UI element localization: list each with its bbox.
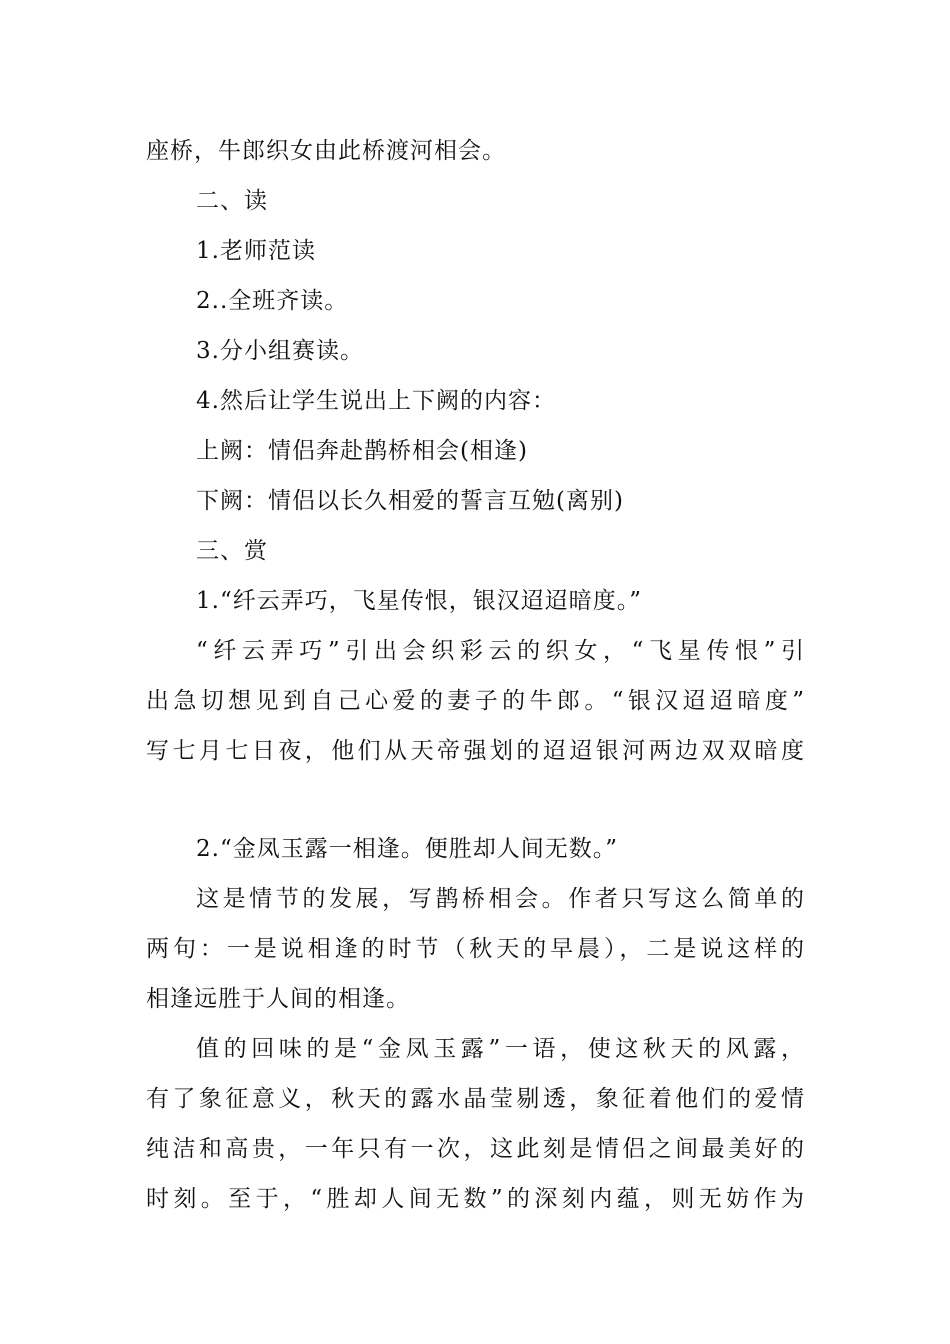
text-line-11: “纤云弄巧”引出会织彩云的织女，“飞星传恨”引 [196, 638, 806, 664]
section-heading-appreciate: 三、赏 [196, 538, 268, 564]
text-line-20: 纯洁和高贵，一年只有一次，这此刻是情侣之间最美好的 [146, 1136, 806, 1162]
text-line-13: 写七月七日夜，他们从天帝强划的迢迢银河两边双双暗度 [146, 738, 806, 764]
text-line-21: 时刻。至于，“胜却人间无数”的深刻内蕴，则无妨作为 [146, 1186, 806, 1212]
text-line-6: 4.然后让学生说出上下阙的内容： [196, 388, 556, 414]
text-line-1: 座桥，牛郎织女由此桥渡河相会。 [146, 138, 506, 164]
text-line-19: 有了象征意义，秋天的露水晶莹剔透，象征着他们的爱情 [146, 1086, 806, 1112]
text-line-18: 值的回味的是“金凤玉露”一语，使这秋天的风露， [196, 1036, 806, 1062]
text-line-7: 上阙：情侣奔赴鹊桥相会(相逢) [196, 438, 528, 464]
text-line-4: 2..全班齐读。 [196, 288, 349, 314]
section-heading-read: 二、读 [196, 188, 268, 214]
text-line-8: 下阙：情侣以长久相爱的誓言互勉(离别) [196, 488, 624, 514]
text-line-17: 相逢远胜于人间的相逢。 [146, 986, 410, 1012]
text-line-3: 1.老师范读 [196, 238, 316, 264]
text-line-16: 两句：一是说相逢的时节（秋天的早晨），二是说这样的 [146, 936, 806, 962]
text-line-14: 2.“金凤玉露一相逢。便胜却人间无数。” [196, 836, 618, 862]
text-line-5: 3.分小组赛读。 [196, 338, 364, 364]
text-line-12: 出急切想见到自己心爱的妻子的牛郎。“银汉迢迢暗度” [146, 688, 806, 714]
text-line-15: 这是情节的发展，写鹊桥相会。作者只写这么简单的 [196, 886, 806, 912]
text-line-10: 1.“纤云弄巧，飞星传恨，银汉迢迢暗度。” [196, 588, 642, 614]
